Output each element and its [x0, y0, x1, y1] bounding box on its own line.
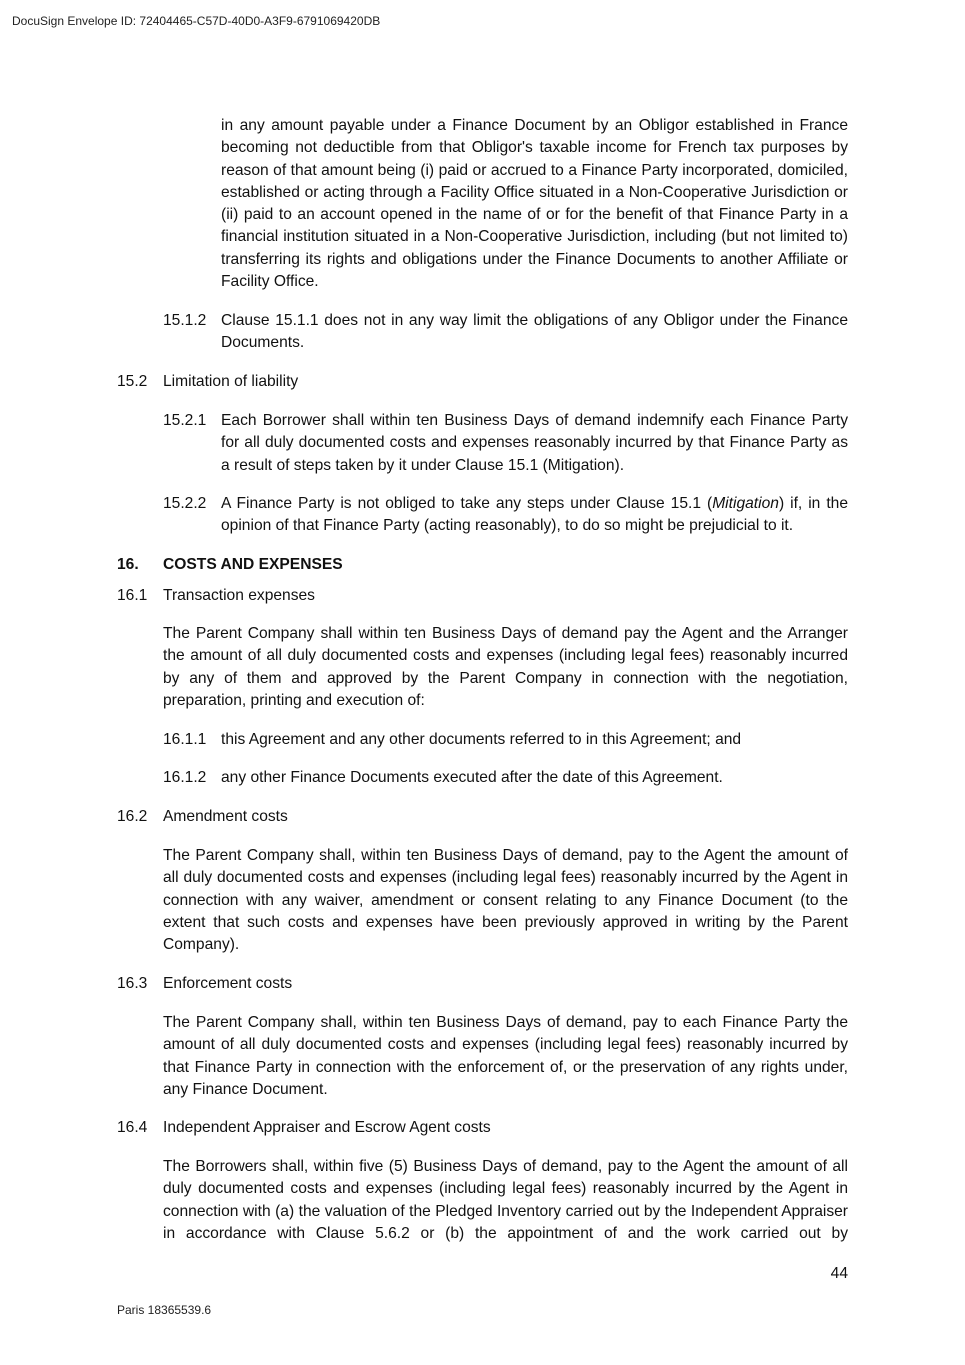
envelope-id: DocuSign Envelope ID: 72404465-C57D-40D0-A3F9-6791069420DB	[12, 14, 381, 28]
clause-number: 16.1.1	[163, 731, 207, 748]
clause-16-1-2-text: any other Finance Documents executed after the date of this Agreement.	[221, 769, 723, 786]
clause-15-2-2-text	[221, 493, 848, 538]
clause-16-2-title: Amendment costs	[163, 808, 288, 825]
clause-number: 16.4	[117, 1119, 148, 1136]
clause-number: 16.1.2	[163, 769, 207, 786]
clause-16-3-text: The Parent Company shall, within ten Business Days of demand, pay to each Finance Party the amount of all duly documented costs and expenses (including legal fees) reasonably incurred by that Finance Party in connection with the enforcement of, or the preservation of any rights under, any Finance Document.	[163, 1014, 848, 1098]
section-title: COSTS AND EXPENSES	[163, 556, 343, 573]
clause-number: 16.2	[117, 808, 148, 825]
clause-16-2-text: The Parent Company shall, within ten Business Days of demand, pay to the Agent the amount of all duly documented costs and expenses (including legal fees) reasonably incurred by the Agent in connection with any waiver, amendment or consent relating to any Finance Document (to the extent that such costs and expenses have been previously approved in writing by the Parent Company).	[163, 847, 848, 954]
clause-15-2-2-pre: A Finance Party is not obliged to take any steps under Clause 15.1 (	[221, 495, 713, 512]
clause-15-1-2-text: Clause 15.1.1 does not in any way limit the obligations of any Obligor under the Finance Documents.	[221, 312, 848, 352]
page-number: 44	[830, 1265, 848, 1282]
clause-15-2-title: Limitation of liability	[163, 373, 299, 390]
continuation-paragraph: in any amount payable under a Finance Document by an Obligor established in France becoming not deductible from that Obligor's taxable income for French tax purposes by reason of that amount being (i) paid or accrued to a Finance Party incorporated, domiciled, established or acting through a Facility Office situated in a Non-Cooperative Jurisdiction or (ii) paid to an account opened in the name of or for the benefit of that Finance Party in a financial institution situated in a Non-Cooperative Jurisdiction, including (but not limited to) transferring its rights and obligations under the Finance Documents to another Affiliate or Facility Office.	[221, 117, 848, 291]
clause-16-1-1-text: this Agreement and any other documents referred to in this Agreement; and	[221, 731, 742, 748]
document-reference: Paris 18365539.6	[117, 1303, 212, 1317]
clause-16-4-title: Independent Appraiser and Escrow Agent costs	[163, 1119, 491, 1136]
clause-16-1-title: Transaction expenses	[163, 587, 315, 604]
clause-15-2-2-italic: Mitigation	[712, 495, 779, 512]
clause-16-1-text: The Parent Company shall within ten Business Days of demand pay the Agent and the Arranger the amount of all duly documented costs and expenses (including legal fees) reasonably incurred by any of them and approved by the Parent Company in connection with the negotiation, preparation, printing and execution of:	[163, 625, 848, 709]
clause-number: 15.2.2	[163, 495, 207, 512]
clause-number: 15.1.2	[163, 312, 207, 329]
section-number: 16.	[117, 556, 139, 573]
clause-number: 16.1	[117, 587, 148, 604]
clause-number: 15.2.1	[163, 412, 207, 429]
clause-number: 16.3	[117, 975, 148, 992]
clause-15-2-1-text: Each Borrower shall within ten Business Days of demand indemnify each Finance Party for all duly documented costs and expenses reasonably incurred by that Finance Party as a result of steps taken by it under Clause 15.1 (Mitigation).	[221, 412, 848, 474]
clause-number: 15.2	[117, 373, 148, 390]
clause-16-4-text: The Borrowers shall, within five (5) Business Days of demand, pay to the Agent the amount of all duly documented costs and expenses (including legal fees) reasonably incurred by the Agent in connection with (a) the valuation of the Pledged Inventory carried out by the Independent Appraiser in accordance with Clause 5.6.2 or (b) the appointment of and the work carried out by	[163, 1158, 848, 1242]
clause-15-2-2-post: ) if, in the opinion of that Finance Party (acting reasonably), to do so might be prejudicial to it.	[221, 495, 848, 535]
clause-16-3-title: Enforcement costs	[163, 975, 293, 992]
